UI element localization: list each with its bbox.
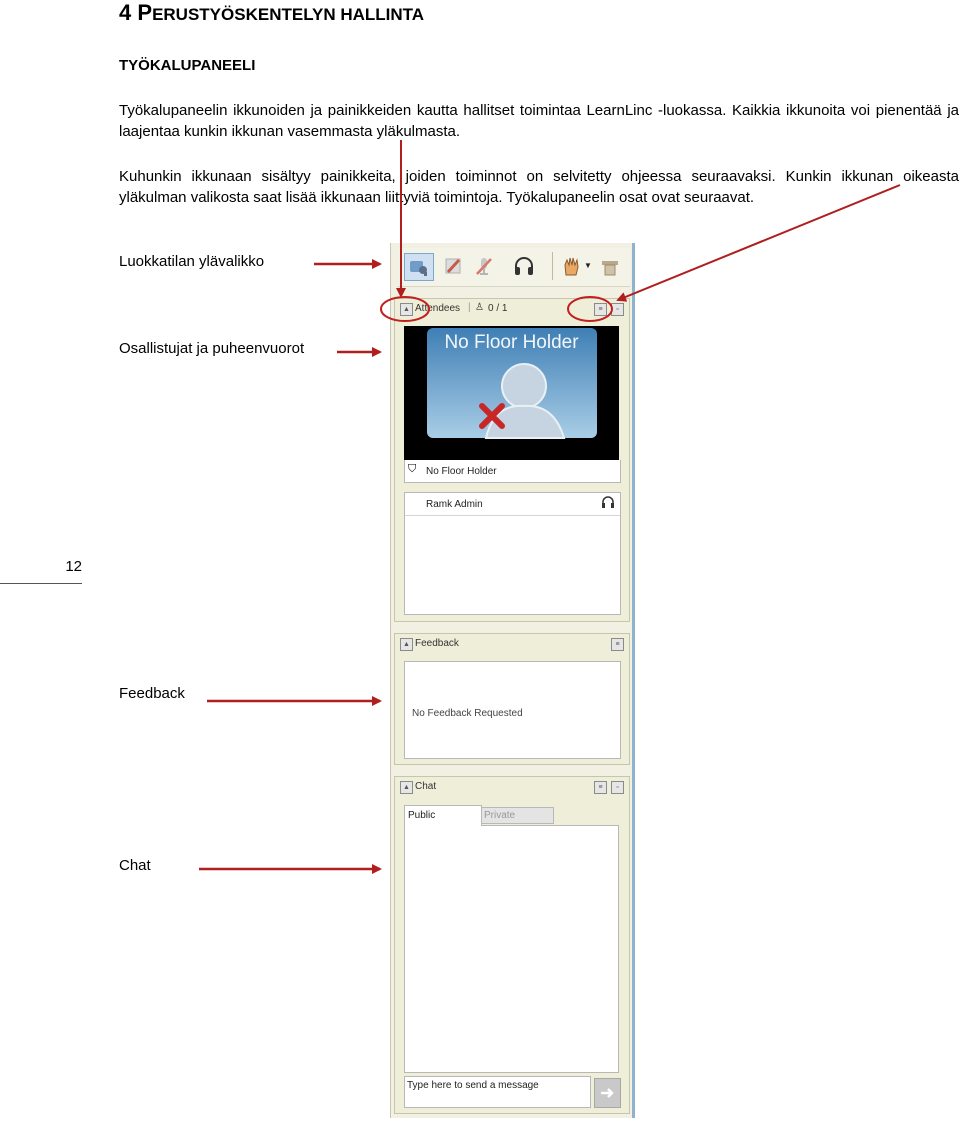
label-toolbar: Luokkatilan ylävalikko: [119, 253, 265, 270]
paragraph-intro: Työkalupaneelin ikkunoiden ja painikkeiden kautta hallitset toimintaa LearnLinc -luokassa. Kaikkia ikkunoita voi pienentää ja laajentaa kunkin ikkunan vasemmasta yläkulmasta.: [119, 102, 959, 140]
attendees-count: 0 / 1: [488, 303, 508, 314]
restore-icon[interactable]: ▫: [611, 781, 624, 794]
page-title: 4 PERUSTYÖSKENTELYN HALLINTA: [119, 0, 425, 25]
menu-icon[interactable]: ≡: [594, 303, 607, 316]
collapse-icon[interactable]: ▲: [400, 638, 413, 651]
arrow-menu-pointer: [618, 185, 900, 300]
chevron-down-icon[interactable]: ▼: [584, 261, 592, 270]
page-number: 12: [65, 558, 82, 575]
tab-public[interactable]: Public: [404, 805, 482, 826]
chat-title: Chat: [415, 781, 437, 792]
feedback-status: No Feedback Requested: [412, 708, 523, 719]
label-feedback: Feedback: [119, 685, 185, 702]
label-chat: Chat: [119, 857, 151, 874]
podium-small-icon: ⛉: [408, 463, 417, 475]
feedback-title: Feedback: [415, 638, 459, 649]
collapse-icon[interactable]: ▲: [400, 781, 413, 794]
restore-icon[interactable]: ▫: [611, 303, 624, 316]
menu-icon[interactable]: ≡: [611, 638, 624, 651]
floor-holder-banner: No Floor Holder: [444, 332, 579, 353]
tab-private[interactable]: Private: [480, 807, 554, 824]
chat-input[interactable]: Type here to send a message: [404, 1076, 591, 1108]
paragraph-details: Kuhunkin ikkunaan sisältyy painikkeita, joiden toiminnot on selvitetty ohjeessa seuraavaksi. Kunkin ikkunan oikeasta yläkulman valikosta saat lisää ikkunaan liittyviä toimintoja. Työkalupaneelin osat ovat seuraavat.: [119, 168, 959, 206]
label-attendees: Osallistujat ja puheenvuorot: [119, 340, 305, 357]
section-heading: TYÖKALUPANEELI: [119, 57, 256, 74]
attendees-title: Attendees: [415, 303, 461, 314]
header-separator: |: [468, 302, 471, 313]
collapse-icon[interactable]: ▲: [400, 303, 413, 316]
highlight-collapse: [381, 297, 429, 321]
attendee-name: Ramk Admin: [426, 499, 483, 510]
highlight-menu: [568, 297, 612, 321]
menu-icon[interactable]: ≡: [594, 781, 607, 794]
floor-holder-name: No Floor Holder: [426, 466, 497, 477]
attendee-person-icon: ♙: [475, 302, 484, 313]
